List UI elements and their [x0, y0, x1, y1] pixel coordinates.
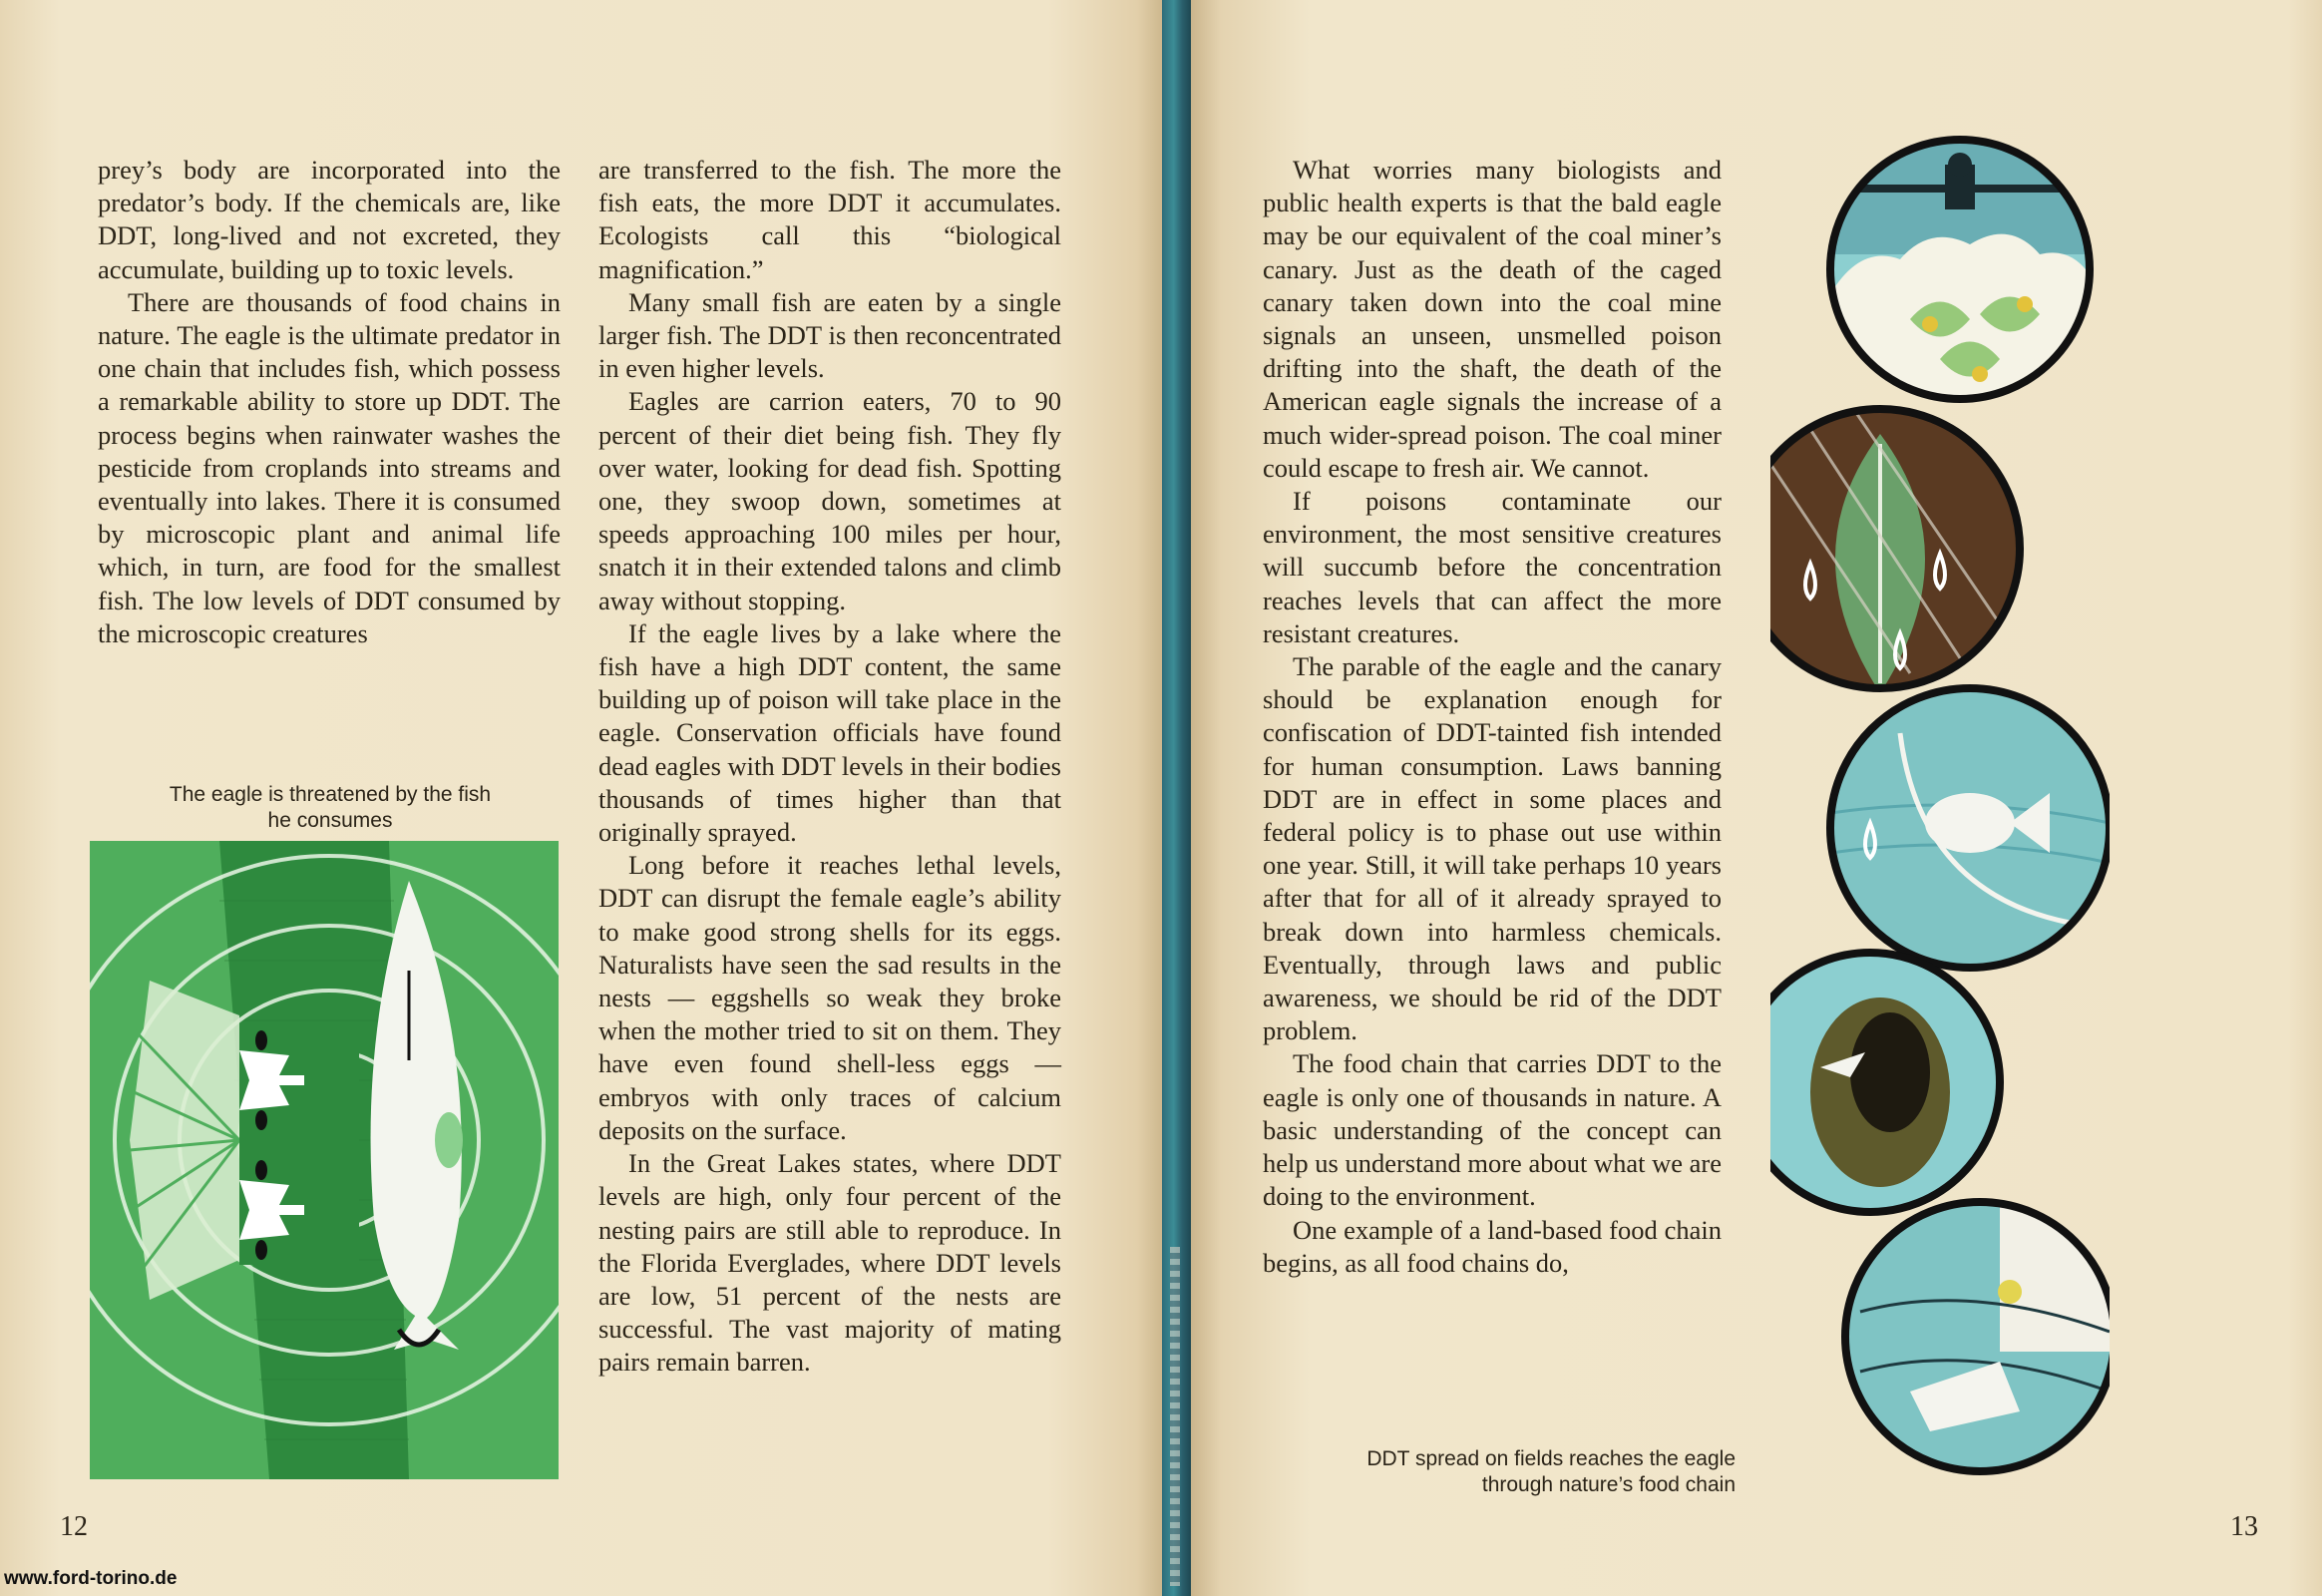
paragraph: What worries many biologists and public health experts is that the bald eagle may be our equivalent of the coal miner’s canary. Just as the death of the caged canary taken down into the coal mine signals an unseen, unsmelled poison drifting into the shaft, the death of the American eagle signals the increase of a much wider-spread poison. The coal miner could escape to fresh air. We cannot. [1263, 155, 1722, 483]
food-chain-illustration [1770, 135, 2110, 1476]
rain-leaf-circle [1770, 404, 2030, 703]
paragraph: If poisons contaminate our environment, the most sensitive creatures will succumb before the concentration reaches levels that can affect the more resistant creatures. [1263, 486, 1722, 648]
page-number-right: 13 [2230, 1511, 2258, 1542]
page-number-left: 12 [60, 1511, 88, 1542]
right-page [1191, 0, 2322, 1596]
airplane-spraying-circle [1820, 135, 2110, 404]
paragraph: Many small fish are eaten by a single larger fish. The DDT is then reconcentrated in even higher levels. [598, 286, 1061, 384]
right-column [1263, 154, 1722, 1280]
paragraph: The food chain that carries DDT to the eagle is only one of thousands in nature. A basic understanding of the concept can help us understand more about what we are doing to the environment. [1263, 1048, 1722, 1212]
paragraph: In the Great Lakes states, where DDT levels are high, only four percent of the nesting pairs are still able to reproduce. In the Florida Everglades, where DDT levels are low, 51 percent of the nests are successful. The vast majority of mating pairs remain barren. [598, 1148, 1061, 1378]
paragraph: Long before it reaches lethal levels, DDT can disrupt the female eagle’s ability to make good strong shells for its eggs. Naturalists have seen the sad results in the nests — eggshells so weak they broke when the mother tried to sit on them. They have even found shell-less eggs — embryos with only traces of calcium deposits on the surface. [598, 850, 1061, 1145]
paragraph: If the eagle lives by a lake where the fish have a high DDT content, the same building up of poison will take place in the eagle. Conservation officials have found dead eagles with DDT levels in their bodies thousands of times higher than that originally sprayed. [598, 617, 1061, 848]
paragraph: are transferred to the fish. The more the fish eats, the more DDT it accumulates. Ecologists call this “biological magnification.” [598, 155, 1061, 284]
left-column-1 [98, 154, 561, 650]
right-caption: DDT spread on fields reaches the eagle through nature’s food chain [1366, 1447, 1736, 1496]
paragraph: Eagles are carrion eaters, 70 to 90 percent of their diet being fish. They fly over water, looking for dead fish. Spotting one, they swoop down, sometimes at speeds approaching 100 miles per hour, snatch it in their extended talons and climb away without stopping. [598, 386, 1061, 615]
paragraph: The parable of the eagle and the canary should be explanation enough for confiscation of DDT-tainted fish intended for human consumption. Laws banning DDT are in effect in some places and federal policy is to phase out use within one year. Still, it will take perhaps 10 years after that for all of it already sprayed to break down into harmless chemicals. Eventually, through laws and public awareness, we should be rid of the DDT problem. [1263, 651, 1722, 1046]
paragraph: prey’s body are incorporated into the predator’s body. If the chemicals are, like DDT, long-lived and not excreted, they accumulate, building up to toxic levels. [98, 155, 561, 284]
left-column-2 [598, 154, 1061, 1380]
book-spine [1162, 0, 1191, 1596]
eagle-fish-illustration [90, 841, 559, 1479]
watermark: www.ford-torino.de [4, 1568, 178, 1589]
eagle-nest-circle [1770, 953, 2010, 1212]
left-caption: The eagle is threatened by the fish he consumes [169, 783, 492, 832]
paragraph: There are thousands of food chains in nature. The eagle is the ultimate predator in one chain that includes fish, which possess a remarkable ability to store up DDT. The process begins when rainwater washes the pesticide from croplands into streams and eventually into lakes. There it is consumed by microscopic plant and animal life which, in turn, are food for the smallest fish. The low levels of DDT consumed by the microscopic creatures [98, 286, 561, 648]
paragraph: One example of a land-based food chain begins, as all food chains do, [1263, 1214, 1722, 1278]
